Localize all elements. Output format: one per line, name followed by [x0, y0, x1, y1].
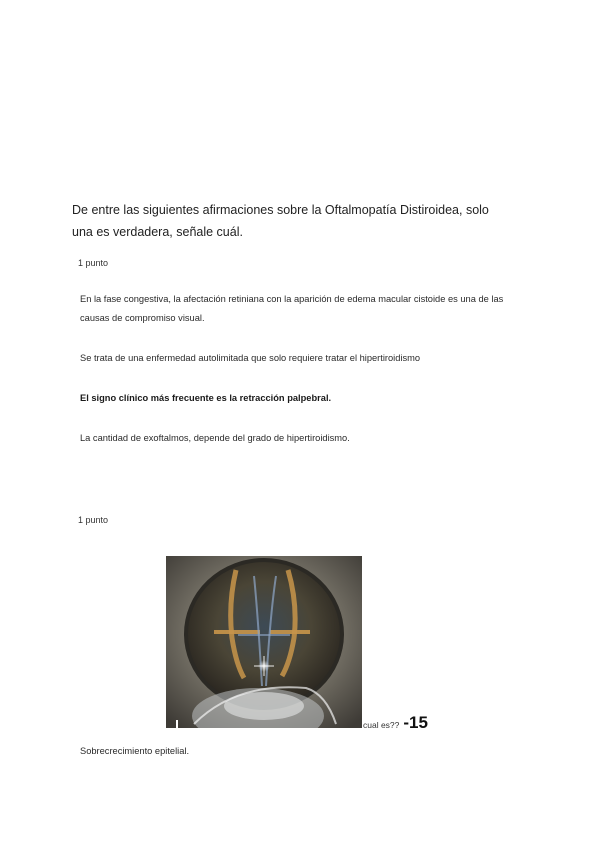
image-caption-row — [363, 713, 428, 733]
question-2-points: 1 punto — [78, 515, 109, 525]
image-caption: cual es?? — [363, 720, 400, 730]
question-2-answer[interactable]: Sobrecrecimiento epitelial. — [80, 746, 190, 756]
slit-lamp-eye-photo — [166, 556, 362, 728]
question-1-option-1[interactable]: En la fase congestiva, la afectación retiniana con la aparición de edema macular cistoide es una de las causas de compromiso visual. — [80, 294, 504, 323]
caption-number: -15 — [403, 713, 428, 732]
question-1-points: 1 punto — [78, 258, 109, 268]
question-1-option-3-selected[interactable]: El signo clínico más frecuente es la retracción palpebral. — [80, 393, 332, 403]
question-1-option-2[interactable]: Se trata de una enfermedad autolimitada que solo requiere tratar el hipertiroidismo — [80, 353, 421, 363]
question-1-text: De entre las siguientes afirmaciones sobre la Oftalmopatía Distiroidea, solo una es verdadera, señale cuál. — [72, 203, 489, 239]
question-1-option-4[interactable]: La cantidad de exoftalmos, depende del grado de hipertiroidismo. — [80, 433, 350, 443]
